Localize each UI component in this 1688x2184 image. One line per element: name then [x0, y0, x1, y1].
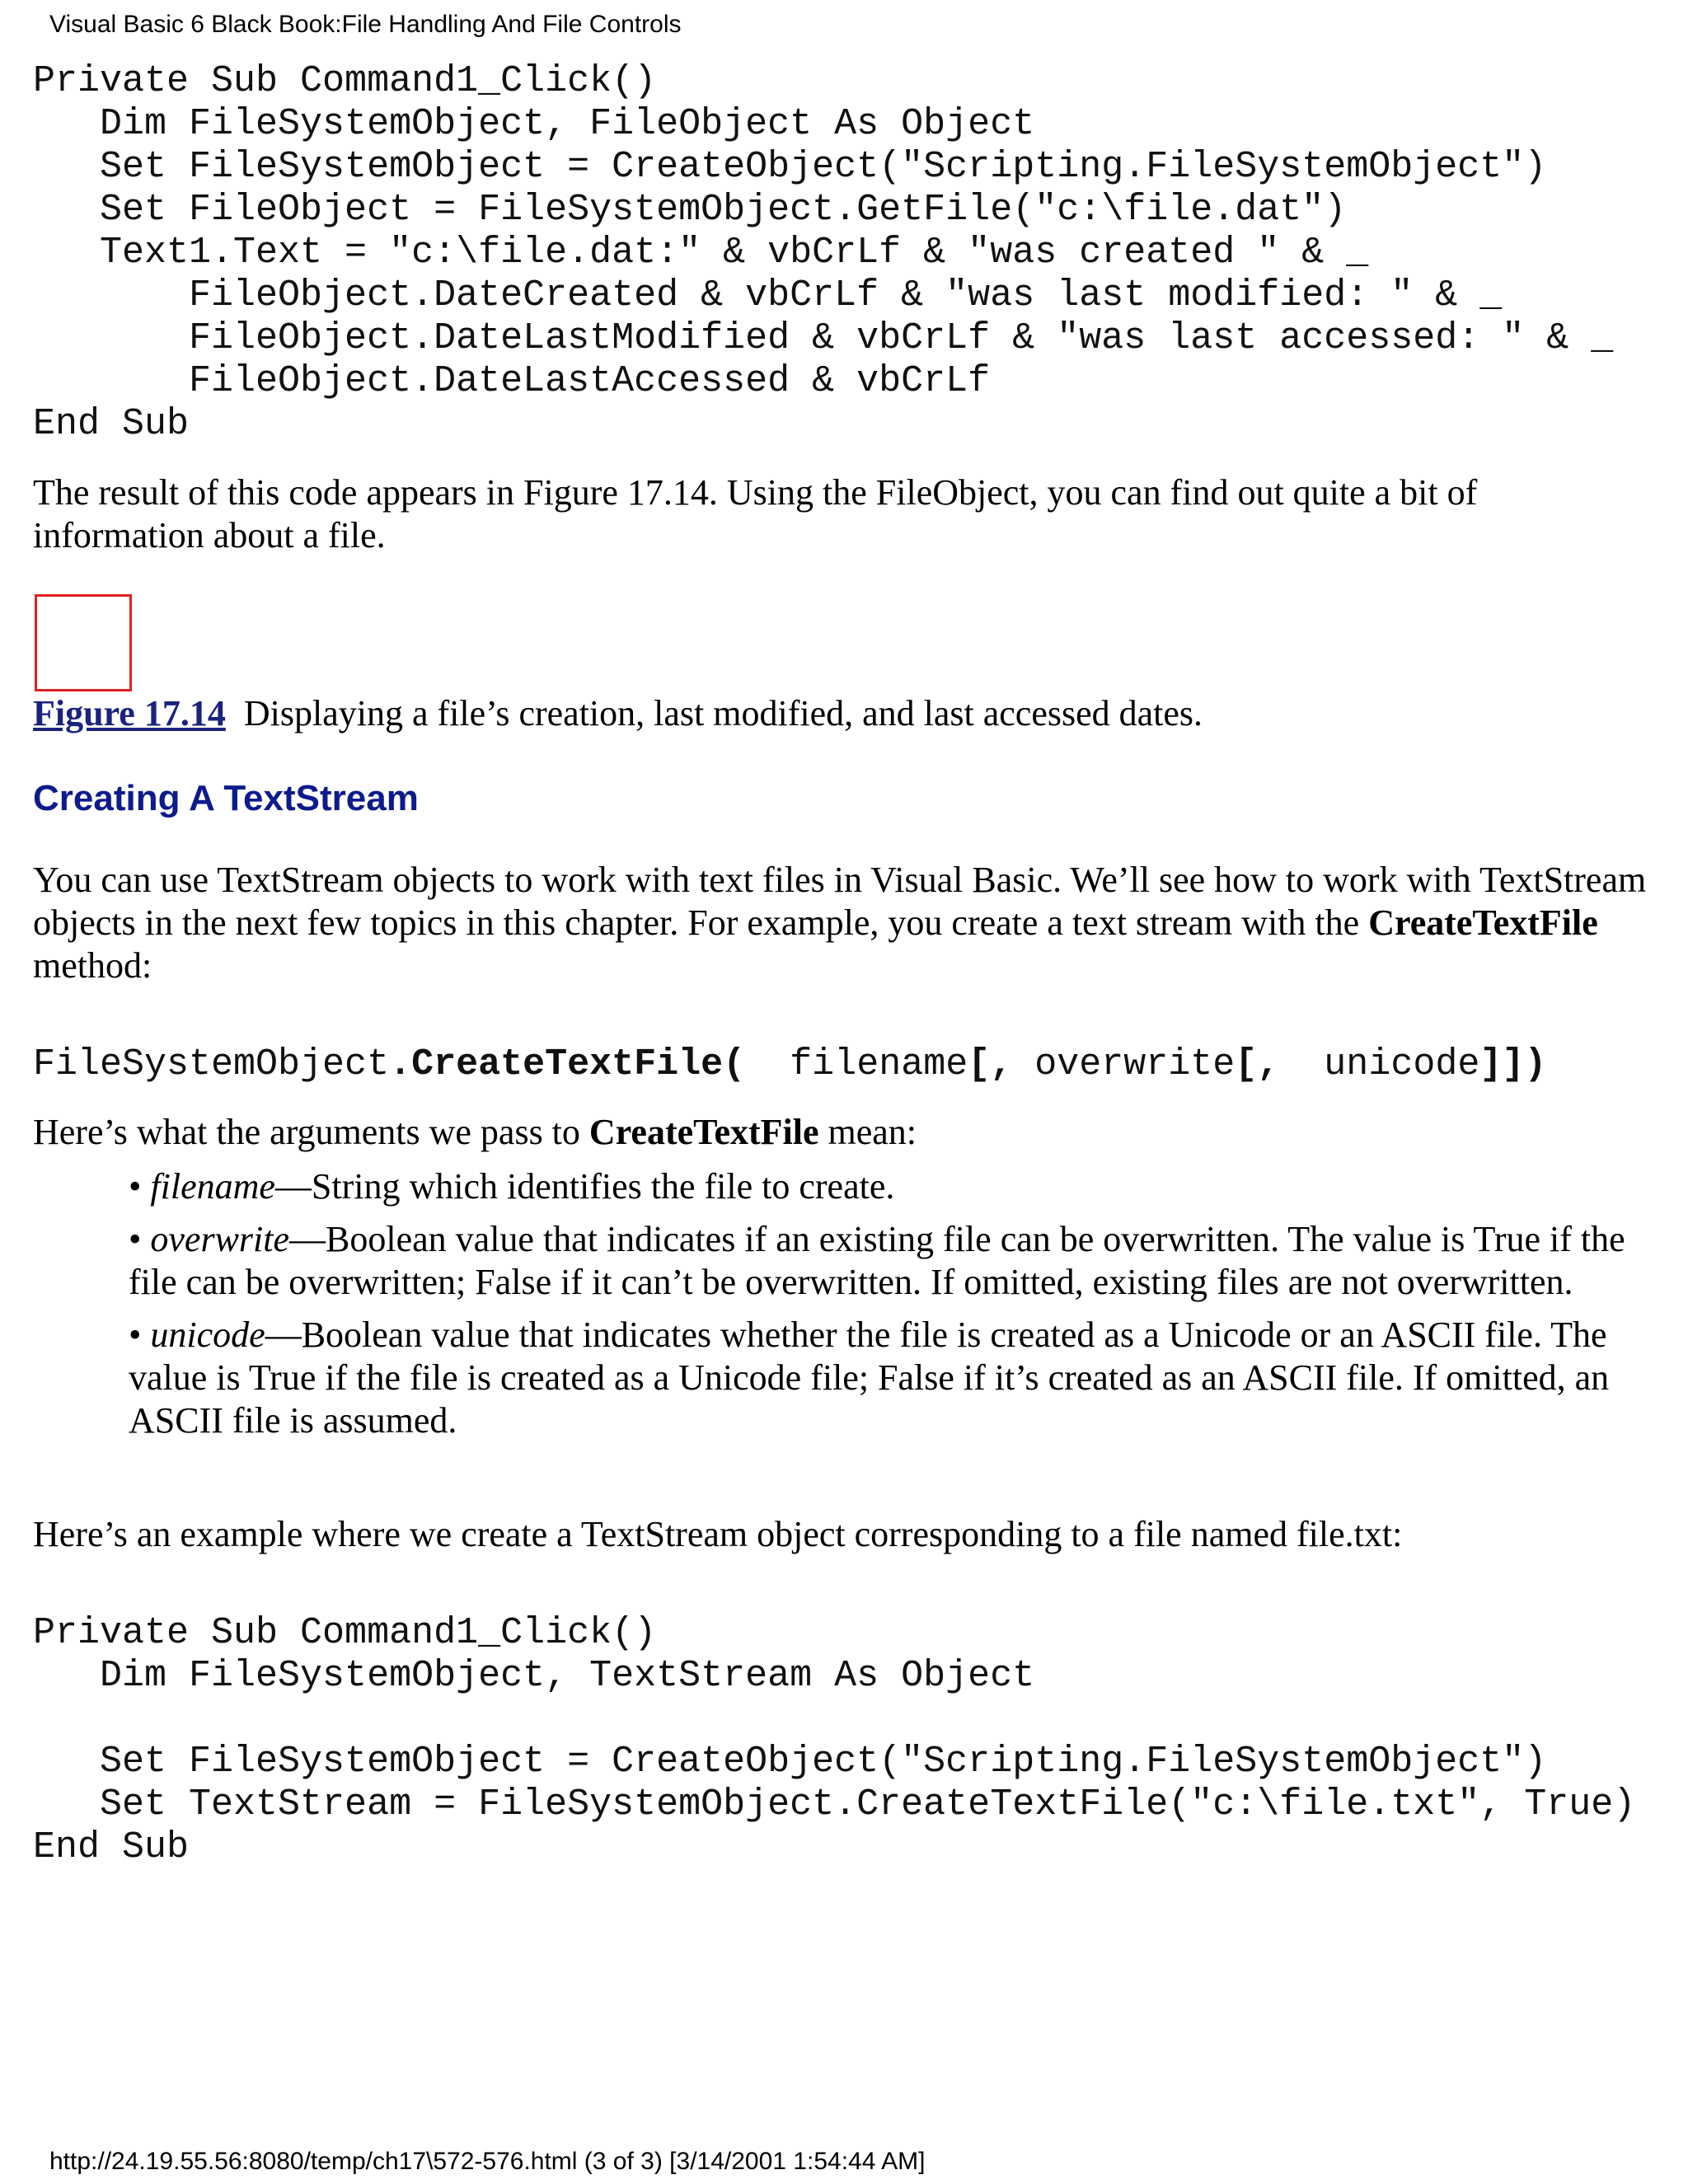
paragraph-textstream-intro [33, 859, 1648, 987]
intro-method-name: CreateTextFile [1368, 902, 1598, 943]
section-heading: Creating A TextStream [33, 778, 419, 818]
args-intro-text: Here’s what the arguments we pass to [33, 1112, 589, 1152]
syntax-dot: . [389, 1043, 412, 1085]
paragraph-example: Here’s an example where we create a TextStream object corresponding to a file named file.txt: [33, 1514, 1403, 1554]
syntax-closing: ]]) [1479, 1043, 1547, 1085]
args-intro-method: CreateTextFile [588, 1112, 819, 1152]
code-block-create-text-file: Private Sub Command1_Click() Dim FileSystemObject, TextStream As Object Set FileSystemObject = CreateObject("Scripting.FileSystemObject") Set TextStream = FileSystemObject.CreateTextFile("c:\file.txt", True) End Sub [33, 1612, 1636, 1868]
figure-image-placeholder [35, 594, 132, 691]
syntax-arg-overwrite: overwrite [1012, 1043, 1236, 1085]
arg-name: unicode [150, 1315, 265, 1355]
page-header-title: Visual Basic 6 Black Book:File Handling And File Controls [49, 11, 682, 38]
arguments-list [129, 1165, 1653, 1452]
syntax-bracket-1: [, [968, 1043, 1013, 1085]
list-item-unicode: • unicode—Boolean value that indicates whether the file is created as a Unicode or an ASCII file. The value is True if the file is created as a Unicode file; False if it’s created as an ASCII file. If omitted, an ASCII file is assumed. [129, 1315, 1610, 1441]
paragraph-arguments-intro [33, 1111, 1648, 1154]
figure-link[interactable]: Figure 17.14 [33, 693, 226, 733]
code-block-get-file-dates: Private Sub Command1_Click() Dim FileSystemObject, FileObject As Object Set FileSystemObject = CreateObject("Scripting.FileSystemObject") Set FileObject = FileSystemObject.GetFile("c:\file.dat") Text1.Text = "c:\file.dat:" & vbCrLf & "was created " & _ FileObject.DateCreated & vbCrLf & "was last modified: " & _ FileObject.DateLastModified & vbCrLf & "was last accessed: " & _ FileObject.DateLastAccessed & vbCrLf End Sub [33, 60, 1614, 445]
syntax-method: CreateTextFile( [411, 1043, 746, 1085]
figure-caption-text: Displaying a file’s creation, last modified, and last accessed dates. [243, 693, 1203, 733]
arg-name: filename [150, 1166, 275, 1207]
syntax-arg-unicode: unicode [1279, 1043, 1480, 1085]
list-item-filename: • filename—String which identifies the file to create. [129, 1166, 895, 1207]
syntax-object: FileSystemObject [33, 1043, 390, 1085]
intro-text: You can use TextStream objects to work with text files in Visual Basic. We’ll see how to work with TextStream objects in the next few topics in this chapter. For example, you create a text stream with the [33, 860, 1647, 943]
arg-name: overwrite [150, 1219, 290, 1259]
syntax-bracket-2: [, [1235, 1043, 1280, 1085]
arg-description: —Boolean value that indicates if an existing file can be overwritten. The value is True if the file can be overwritten; False if it can’t be overwritten. If omitted, existing files are not overwritten. [129, 1219, 1625, 1302]
args-intro-end: mean: [818, 1112, 917, 1152]
list-item-overwrite: • overwrite—Boolean value that indicates if an existing file can be overwritten. The value is True if the file can be overwritten; False if it can’t be overwritten. If omitted, existing files are not overwritten. [129, 1219, 1625, 1302]
arg-description: —Boolean value that indicates whether the file is created as a Unicode or an ASCII file. The value is True if the file is created as a Unicode file; False if it’s created as an ASCII file. If omitted, an ASCII file is assumed. [129, 1315, 1610, 1441]
syntax-arg-filename: filename [745, 1043, 968, 1085]
arg-description: —String which identifies the file to create. [274, 1166, 895, 1207]
intro-text-end: method: [33, 945, 152, 986]
page-footer-url: http://24.19.55.56:8080/temp/ch17\572-576.html (3 of 3) [3/14/2001 1:54:44 AM] [49, 2148, 926, 2175]
figure-caption [33, 692, 1203, 735]
syntax-create-text-file [33, 1043, 1546, 1086]
paragraph-result: The result of this code appears in Figure 17.14. Using the FileObject, you can find out quite a bit of information about a file. [33, 472, 1478, 555]
